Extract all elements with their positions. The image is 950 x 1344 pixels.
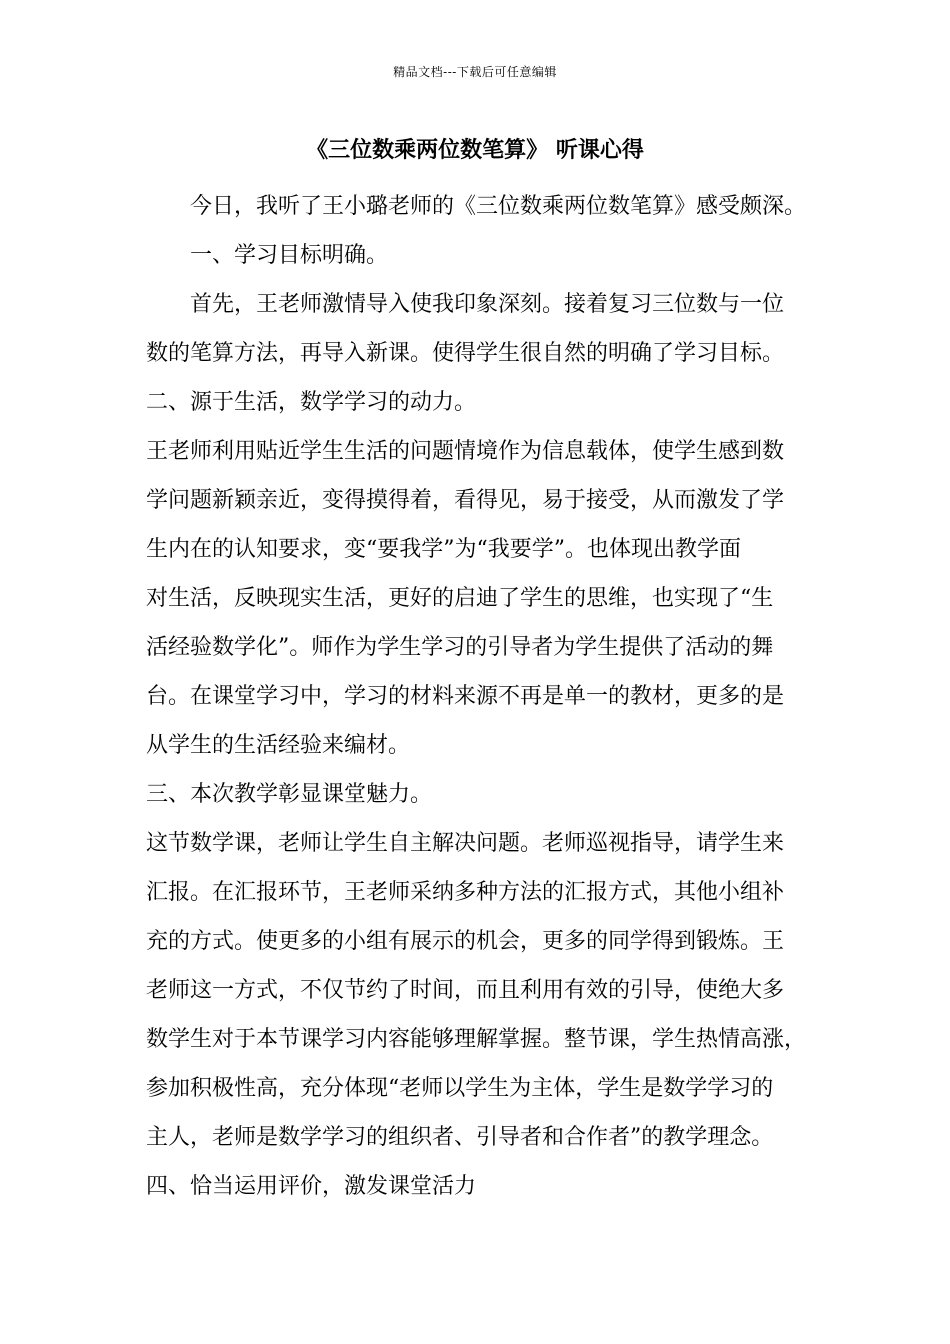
- document-body: [146, 182, 808, 1211]
- paragraph-intro: 今日，我听了王小璐老师的《三位数乘两位数笔算》感受颇深。: [190, 194, 807, 219]
- document-title: 《三位数乘两位数笔算》 听课心得: [306, 137, 644, 163]
- paragraph-line: 王老师利用贴近学生生活的问题情境作为信息载体，使学生感到数: [146, 439, 785, 464]
- paragraph-line: 从学生的生活经验来编材。: [146, 733, 411, 758]
- paragraph-line: 生内在的认知要求，变“要我学”为“我要学”。也体现出教学面: [146, 537, 741, 562]
- paragraph-line: 主人，老师是数学学习的组织者、引导者和合作者”的教学理念。: [146, 1125, 774, 1150]
- section-heading-4: 四、恰当运用评价，激发课堂活力: [146, 1174, 477, 1199]
- paragraph-line: 对生活，反映现实生活，更好的启迪了学生的思维，也实现了“生: [146, 586, 774, 611]
- paragraph-line: 数的笔算方法，再导入新课。使得学生很自然的明确了学习目标。: [146, 341, 785, 366]
- paragraph-line: 汇报。在汇报环节，王老师采纳多种方法的汇报方式，其他小组补: [146, 880, 785, 905]
- section-heading-2: 二、源于生活，数学学习的动力。: [146, 390, 477, 415]
- paragraph-line: 台。在课堂学习中，学习的材料来源不再是单一的教材，更多的是: [146, 684, 785, 709]
- paragraph-line: 充的方式。使更多的小组有展示的机会，更多的同学得到锻炼。王: [146, 929, 785, 954]
- section-heading-3: 三、本次教学彰显课堂魅力。: [146, 782, 433, 807]
- section-heading-1: 一、学习目标明确。: [190, 243, 389, 268]
- paragraph-line: 这节数学课，老师让学生自主解决问题。老师巡视指导，请学生来: [146, 831, 785, 856]
- paragraph-line: 参加积极性高，充分体现“老师以学生为主体，学生是数学学习的: [146, 1076, 774, 1101]
- paragraph-line: 老师这一方式，不仅节约了时间，而且利用有效的引导，使绝大多: [146, 978, 785, 1003]
- paragraph-line: 学问题新颖亲近，变得摸得着，看得见，易于接受，从而激发了学: [146, 488, 785, 513]
- paragraph-line: 数学生对于本节课学习内容能够理解掌握。整节课，学生热情高涨，: [146, 1027, 807, 1052]
- paragraph-line: 活经验数学化”。师作为学生学习的引导者为学生提供了活动的舞: [146, 635, 774, 660]
- page-header: 精品文档---下载后可任意编辑: [393, 65, 557, 79]
- paragraph-line: 首先，王老师激情导入使我印象深刻。接着复习三位数与一位: [190, 292, 785, 317]
